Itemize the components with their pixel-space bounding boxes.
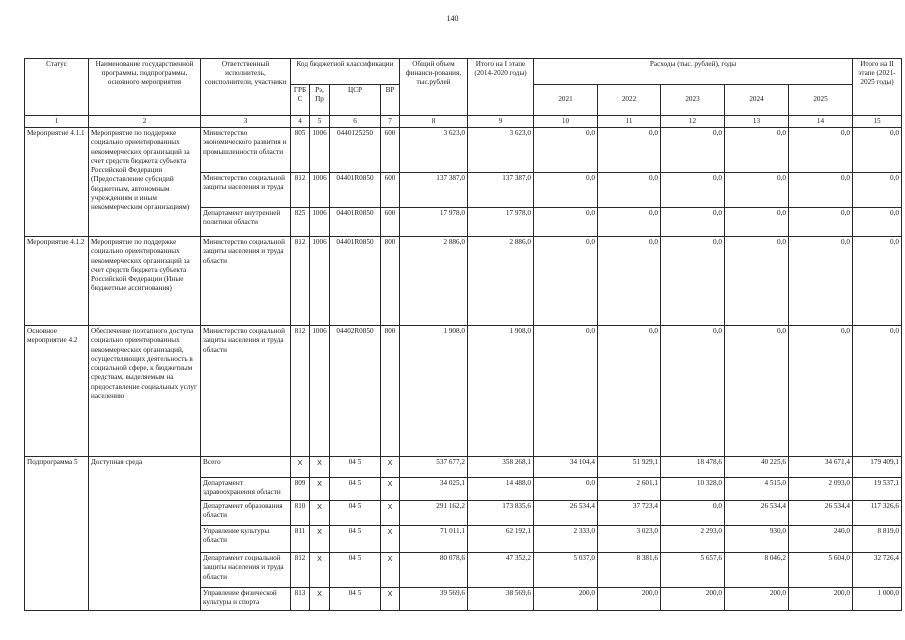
cell-y2: 8 381,6: [598, 553, 661, 588]
row-responsible: Департамент внутренней политики области: [201, 208, 291, 237]
column-index-cell: 1: [25, 116, 89, 128]
cell-csr: 0440125250: [330, 128, 381, 173]
cell-y3: 0,0: [661, 173, 725, 208]
cell-vr: 800: [381, 326, 400, 457]
cell-y5: 0,0: [789, 326, 853, 457]
row-responsible: Департамент социальной защиты населения и труда области: [201, 553, 291, 588]
cell-y1: 26 534,4: [534, 501, 598, 526]
cell-y2: 2 601,1: [598, 478, 661, 501]
cell-total: 2 886,0: [400, 237, 468, 326]
row-responsible: Управление культуры области: [201, 526, 291, 553]
row-responsible: Департамент здравоохранения области: [201, 478, 291, 501]
cell-grbs: 811: [291, 526, 310, 553]
row-responsible: Департамент образования области: [201, 501, 291, 526]
row-responsible: Министерство социальной защиты населения и труда области: [201, 237, 291, 326]
cell-y1: 0,0: [534, 173, 598, 208]
cell-y3: 0,0: [661, 208, 725, 237]
row-responsible: Управление физической культуры и спорта: [201, 588, 291, 611]
column-index-cell: 13: [725, 116, 789, 128]
header-expenses: Расходы (тыс. рублей), годы: [534, 59, 853, 85]
cell-rz: 1006: [310, 128, 330, 173]
budget-table: [24, 58, 902, 611]
cell-s2: 179 409,1: [853, 457, 902, 478]
cell-y2: 0,0: [598, 128, 661, 173]
header-budget-code: Код бюджетной классификации: [291, 59, 400, 85]
cell-total: 137 387,0: [400, 173, 468, 208]
cell-y5: 0,0: [789, 208, 853, 237]
column-index-cell: 3: [201, 116, 291, 128]
cell-vr: Х: [381, 478, 400, 501]
cell-y3: 0,0: [661, 128, 725, 173]
cell-y4: 26 534,4: [725, 501, 789, 526]
row-status: Мероприятие 4.1.1: [25, 128, 89, 237]
cell-rz: Х: [310, 588, 330, 611]
cell-y4: 0,0: [725, 326, 789, 457]
cell-y3: 0,0: [661, 326, 725, 457]
cell-y3: 18 478,6: [661, 457, 725, 478]
column-index-cell: 8: [400, 116, 468, 128]
cell-s1: 14 488,0: [468, 478, 534, 501]
cell-s1: 2 886,0: [468, 237, 534, 326]
cell-grbs: 813: [291, 588, 310, 611]
cell-s2: 8 819,0: [853, 526, 902, 553]
row-status: Мероприятие 4.1.2: [25, 237, 89, 326]
header-year-2024: 2024: [725, 85, 789, 116]
column-index-cell: 5: [310, 116, 330, 128]
header-vr: ВР: [381, 85, 400, 116]
cell-y3: 10 328,0: [661, 478, 725, 501]
table-row: [25, 326, 902, 457]
cell-y5: 26 534,4: [789, 501, 853, 526]
cell-grbs: 810: [291, 501, 310, 526]
cell-y5: 200,0: [789, 588, 853, 611]
cell-grbs: 812: [291, 173, 310, 208]
cell-grbs: Х: [291, 457, 310, 478]
cell-total: 537 677,2: [400, 457, 468, 478]
cell-vr: Х: [381, 526, 400, 553]
cell-grbs: 812: [291, 553, 310, 588]
cell-y1: 34 104,4: [534, 457, 598, 478]
cell-y1: 0,0: [534, 128, 598, 173]
cell-y4: 0,0: [725, 173, 789, 208]
cell-y2: 0,0: [598, 173, 661, 208]
cell-s1: 62 192,1: [468, 526, 534, 553]
header-responsible: Ответственный исполнитель, соисполнители, участники: [201, 59, 291, 116]
cell-s1: 38 569,6: [468, 588, 534, 611]
row-responsible: Министерство экономического развития и промышленности области: [201, 128, 291, 173]
column-index-cell: 2: [89, 116, 201, 128]
cell-vr: 800: [381, 237, 400, 326]
cell-s1: 17 978,0: [468, 208, 534, 237]
cell-total: 34 025,1: [400, 478, 468, 501]
cell-total: 80 078,6: [400, 553, 468, 588]
cell-vr: 600: [381, 208, 400, 237]
cell-csr: 04401R0850: [330, 173, 381, 208]
cell-y4: 0,0: [725, 128, 789, 173]
cell-vr: Х: [381, 457, 400, 478]
header-total-volume: Общий объем финанси-рования, тыс.рублей: [400, 59, 468, 116]
cell-y3: 0,0: [661, 501, 725, 526]
cell-y4: 0,0: [725, 208, 789, 237]
cell-y3: 5 657,6: [661, 553, 725, 588]
cell-y1: 0,0: [534, 237, 598, 326]
cell-rz: Х: [310, 457, 330, 478]
cell-total: 71 011,1: [400, 526, 468, 553]
header-year-2025: 2025: [789, 85, 853, 116]
cell-grbs: 825: [291, 208, 310, 237]
cell-s1: 3 623,0: [468, 128, 534, 173]
cell-csr: 04402R0850: [330, 326, 381, 457]
cell-y2: 51 929,1: [598, 457, 661, 478]
header-status: Статус: [25, 59, 89, 116]
header-stage2: Итого на II этапе (2021-2025 годы): [853, 59, 902, 116]
cell-s2: 0,0: [853, 173, 902, 208]
cell-y1: 5 037,0: [534, 553, 598, 588]
cell-s2: 117 326,6: [853, 501, 902, 526]
cell-y2: 37 723,4: [598, 501, 661, 526]
cell-total: 1 908,0: [400, 326, 468, 457]
cell-rz: Х: [310, 526, 330, 553]
column-index-cell: 9: [468, 116, 534, 128]
cell-csr: 04 5: [330, 478, 381, 501]
cell-y5: 34 671,4: [789, 457, 853, 478]
cell-rz: 1006: [310, 208, 330, 237]
cell-y3: 0,0: [661, 237, 725, 326]
row-status: Подпрограмма 5: [25, 457, 89, 611]
cell-s1: 173 835,6: [468, 501, 534, 526]
header-year-2023: 2023: [661, 85, 725, 116]
cell-csr: 04 5: [330, 526, 381, 553]
header-rzpr: Рз, Пр: [310, 85, 330, 116]
column-index-cell: 7: [381, 116, 400, 128]
header-grbs: ГРБ С: [291, 85, 310, 116]
cell-vr: Х: [381, 553, 400, 588]
cell-y5: 0,0: [789, 173, 853, 208]
cell-csr: 04 5: [330, 457, 381, 478]
cell-grbs: 812: [291, 237, 310, 326]
column-index-cell: 12: [661, 116, 725, 128]
cell-csr: 04401R0850: [330, 237, 381, 326]
cell-y1: 0,0: [534, 478, 598, 501]
cell-s2: 0,0: [853, 326, 902, 457]
header-csr: ЦСР: [330, 85, 381, 116]
table-row: [25, 128, 902, 173]
cell-rz: Х: [310, 553, 330, 588]
cell-y5: 2 093,0: [789, 478, 853, 501]
cell-rz: Х: [310, 501, 330, 526]
column-index-cell: 11: [598, 116, 661, 128]
cell-csr: 04 5: [330, 501, 381, 526]
cell-y4: 0,0: [725, 237, 789, 326]
cell-s2: 0,0: [853, 237, 902, 326]
table-row: [25, 237, 902, 326]
column-index-row: [25, 116, 902, 128]
row-name: Мероприятие по поддержке социально ориентированных некоммерческих организаций за счет средств бюджета субъекта Российской Федерации (Иные бюджетные ассигнования): [89, 237, 201, 326]
cell-y2: 3 023,0: [598, 526, 661, 553]
column-index-cell: 6: [330, 116, 381, 128]
cell-y3: 2 293,0: [661, 526, 725, 553]
cell-y5: 0,0: [789, 128, 853, 173]
cell-s1: 47 352,2: [468, 553, 534, 588]
cell-s2: 0,0: [853, 208, 902, 237]
header-year-2022: 2022: [598, 85, 661, 116]
cell-y5: 0,0: [789, 237, 853, 326]
cell-y5: 5 604,0: [789, 553, 853, 588]
cell-y5: 240,0: [789, 526, 853, 553]
cell-csr: 04 5: [330, 553, 381, 588]
cell-grbs: 805: [291, 128, 310, 173]
cell-y4: 930,0: [725, 526, 789, 553]
cell-y3: 200,0: [661, 588, 725, 611]
header-stage1: Итого на I этапе (2014-2020 годы): [468, 59, 534, 116]
cell-rz: 1006: [310, 326, 330, 457]
cell-s1: 358 268,1: [468, 457, 534, 478]
cell-total: 3 623,0: [400, 128, 468, 173]
cell-vr: Х: [381, 501, 400, 526]
cell-s2: 0,0: [853, 128, 902, 173]
cell-y4: 40 225,6: [725, 457, 789, 478]
cell-y1: 200,0: [534, 588, 598, 611]
cell-vr: 600: [381, 173, 400, 208]
cell-s2: 32 726,4: [853, 553, 902, 588]
cell-y2: 0,0: [598, 326, 661, 457]
header-row-1: [25, 59, 902, 85]
cell-grbs: 812: [291, 326, 310, 457]
row-responsible: Министерство социальной защиты населения и труда области: [201, 326, 291, 457]
cell-y4: 8 046,2: [725, 553, 789, 588]
cell-s1: 137 387,0: [468, 173, 534, 208]
cell-y4: 4 515,0: [725, 478, 789, 501]
row-responsible: Министерство социальной защиты населения и труда: [201, 173, 291, 208]
header-year-2021: 2021: [534, 85, 598, 116]
cell-s2: 19 537,1: [853, 478, 902, 501]
column-index-cell: 14: [789, 116, 853, 128]
column-index-cell: 15: [853, 116, 902, 128]
row-name: Обеспечение поэтапного доступа социально ориентированных некоммерческих организаций, осуществляющих деятельность в социальной сфере, к бюджетным средствам, выделяемым на предоставление социальных услуг населению: [89, 326, 201, 457]
column-index-cell: 10: [534, 116, 598, 128]
header-name: Наименование государственной программы, подпрограммы, основного мероприятия: [89, 59, 201, 116]
cell-total: 291 162,2: [400, 501, 468, 526]
cell-vr: Х: [381, 588, 400, 611]
cell-grbs: 809: [291, 478, 310, 501]
row-responsible: Всего: [201, 457, 291, 478]
row-status: Основное мероприятие 4.2: [25, 326, 89, 457]
cell-csr: 04401R0850: [330, 208, 381, 237]
column-index-cell: 4: [291, 116, 310, 128]
cell-s1: 1 908,0: [468, 326, 534, 457]
cell-rz: 1006: [310, 173, 330, 208]
cell-y2: 200,0: [598, 588, 661, 611]
cell-y4: 200,0: [725, 588, 789, 611]
cell-y1: 2 333,0: [534, 526, 598, 553]
cell-total: 17 978,0: [400, 208, 468, 237]
cell-total: 39 569,6: [400, 588, 468, 611]
cell-y2: 0,0: [598, 237, 661, 326]
row-name: Доступная среда: [89, 457, 201, 611]
cell-rz: Х: [310, 478, 330, 501]
cell-y1: 0,0: [534, 326, 598, 457]
cell-s2: 1 000,0: [853, 588, 902, 611]
cell-csr: 04 5: [330, 588, 381, 611]
cell-y2: 0,0: [598, 208, 661, 237]
table-row: [25, 457, 902, 478]
page-number: 140: [446, 14, 459, 23]
cell-rz: 1006: [310, 237, 330, 326]
cell-y1: 0,0: [534, 208, 598, 237]
row-name: Мероприятие по поддержке социально ориентированных некоммерческих организаций за счет средств бюджета субъекта Российской Федерации (Предоставление субсидий бюджетным, автономным учреждениям и иным некоммерческим организациям): [89, 128, 201, 237]
cell-vr: 600: [381, 128, 400, 173]
